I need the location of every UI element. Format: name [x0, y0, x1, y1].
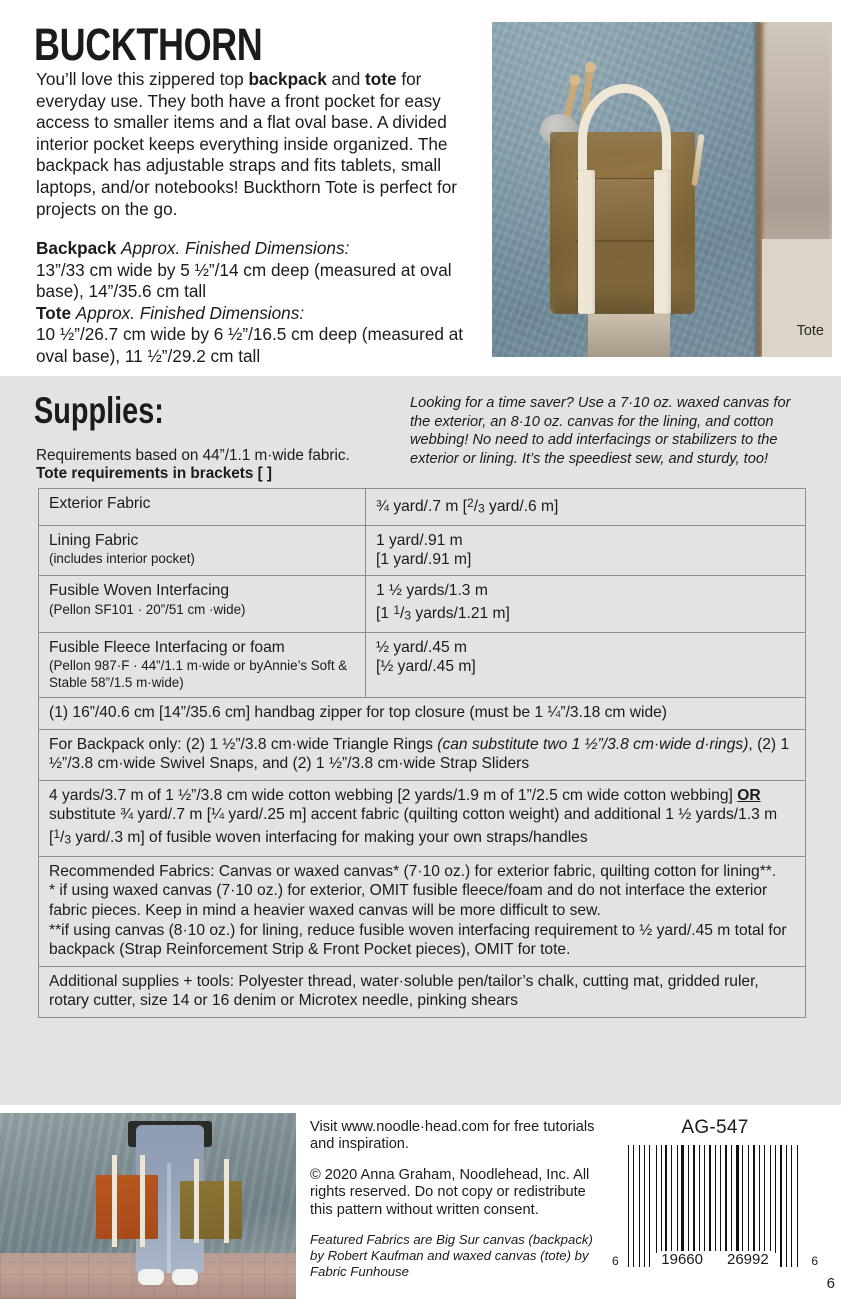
- barcode-bar: [791, 1145, 792, 1267]
- barcode-bar: [631, 1145, 632, 1267]
- top-section: [0, 0, 841, 376]
- barcode-bars: [628, 1145, 802, 1267]
- barcode-bar: [733, 1145, 734, 1267]
- tote-strap-left: [194, 1159, 199, 1243]
- barcode-bar: [753, 1145, 754, 1253]
- backpack-label: Backpack: [36, 238, 117, 258]
- barcode-bar: [665, 1145, 667, 1253]
- barcode-bar: [701, 1145, 702, 1267]
- photo-caption: Tote: [796, 323, 824, 339]
- photo-caption-background: [762, 239, 832, 357]
- table-row: [39, 967, 805, 1017]
- barcode-bar: [725, 1145, 727, 1253]
- barcode-left-digit: 6: [612, 1254, 619, 1268]
- supply-note-cell: (1) 16”/40.6 cm [14”/35.6 cm] handbag zipper for top closure (must be 1 ¼”/3.18 cm wide): [49, 703, 667, 721]
- page-title: BUCKTHORN: [34, 19, 263, 70]
- supply-name-cell: Exterior Fabric: [39, 489, 366, 525]
- barcode-bar: [693, 1145, 695, 1253]
- barcode-bar: [704, 1145, 705, 1253]
- barcode-group-2: 26992: [727, 1251, 769, 1268]
- table-row: [39, 489, 805, 526]
- intro-paragraph: [36, 69, 476, 220]
- barcode-bar: [772, 1145, 773, 1267]
- supplies-table: [38, 488, 806, 1018]
- barcode-bar: [639, 1145, 640, 1267]
- barcode-bar: [797, 1145, 798, 1267]
- barcode-bar: [764, 1145, 765, 1253]
- supply-note-cell: Additional supplies + tools: Polyester thread, water·soluble pen/tailor’s chalk, cutting mat, gridded ruler, rotary cutter, size 14 or 16 denim or Microtex needle, pinking shears: [49, 972, 759, 1010]
- model-shoe-left: [138, 1269, 164, 1285]
- barcode-bar: [688, 1145, 689, 1253]
- tote-strap-left: [578, 170, 595, 314]
- table-row: [39, 576, 805, 632]
- barcode-bar: [766, 1145, 769, 1267]
- table-row: [39, 730, 805, 781]
- tote-product-photo: [492, 22, 832, 357]
- table-row: [39, 698, 805, 730]
- backpack-strap-left: [112, 1155, 117, 1247]
- barcode-bar: [663, 1145, 664, 1267]
- barcode-bar: [723, 1145, 724, 1267]
- barcode-bar: [697, 1145, 698, 1267]
- table-row: [39, 857, 805, 967]
- intro-bold-term: backpack: [248, 69, 327, 89]
- table-row: [39, 633, 805, 698]
- supply-amount-cell: 1 ½ yards/1.3 m [1 $^1$/3 yards/1.21 m]: [376, 582, 510, 623]
- barcode-digits: [610, 1251, 820, 1268]
- supply-note-cell: Recommended Fabrics: Canvas or waxed canvas* (7·10 oz.) for exterior fabric, quilting cotton for lining**. * if using waxed canvas (7·10 oz.) for exterior, OMIT fusible fleece/foam and do not interface the exterior fabric pieces. Keep in mind a heavier waxed canvas will be more difficult to sew. **if using canvas (8·10 oz.) for lining, reduce fusible woven interfacing requirement to ½ yard/.45 m total for backpack (Strap Reinforcement Strip & Front Pocket pieces), OMIT for tote.: [49, 862, 787, 959]
- barcode-bar: [794, 1145, 796, 1267]
- backpack-strap-right: [140, 1155, 145, 1247]
- backpack-caption: Approx. Finished Dimensions:: [121, 238, 350, 258]
- barcode-bar: [649, 1145, 650, 1267]
- barcode-bar: [761, 1145, 762, 1267]
- barcode-group-1: 19660: [661, 1251, 703, 1268]
- supplies-heading: Supplies:: [34, 390, 164, 431]
- barcode-bar: [633, 1145, 634, 1267]
- barcode-bar: [677, 1145, 678, 1253]
- model-shoe-right: [172, 1269, 198, 1285]
- barcode-right-digit: 6: [811, 1254, 818, 1268]
- backpack-rust: [96, 1175, 158, 1239]
- barcode-bar: [786, 1145, 787, 1267]
- barcode-bar: [658, 1145, 659, 1267]
- barcode-bar: [778, 1145, 779, 1267]
- barcode-bar: [679, 1145, 680, 1267]
- barcode-bar: [661, 1145, 662, 1253]
- table-row: [39, 526, 805, 577]
- barcode-bar: [799, 1145, 800, 1267]
- barcode-bar: [651, 1145, 654, 1267]
- lifestyle-photo: [0, 1113, 296, 1299]
- barcode-bar: [759, 1145, 760, 1253]
- barcode-bar: [745, 1145, 746, 1267]
- barcode-bar: [717, 1145, 718, 1267]
- supply-name-cell: Fusible Woven Interfacing (Pellon SF101 · 20”/51 cm ·wide): [39, 576, 366, 631]
- barcode-bar: [681, 1145, 684, 1253]
- barcode-bar: [788, 1145, 789, 1267]
- barcode-bar: [740, 1145, 741, 1267]
- tote-olive: [180, 1181, 242, 1239]
- supply-name-detail: (includes interior pocket): [49, 551, 195, 567]
- intro-text: and: [326, 69, 366, 89]
- tote-strap-right: [654, 170, 671, 314]
- supply-note-cell: 4 yards/3.7 m of 1 ½”/3.8 cm wide cotton webbing [2 yards/1.9 m of 1”/2.5 cm wide cotton webbing] OR substitute ¾ yard/.7 m [¼ yard/.25 m] accent fabric (quilting cotton weight) and additional 1 ½ yards/1.3 m [$^1$/3 yard/.3 m] of fusible woven interfacing for making your own straps/handles: [49, 786, 778, 847]
- tote-caption: Approx. Finished Dimensions:: [75, 302, 305, 323]
- visit-website-line: Visit www.noodle·head.com for free tutorials and inspiration.: [310, 1119, 595, 1153]
- time-saver-tip: Looking for a time saver? Use a 7·10 oz. waxed canvas for the exterior, an 8·10 oz. canvas for the lining, and cotton webbing! No need to add interfacings or stabilizers to the exterior or lining. It’s the speediest sew, and sturdy, too!: [410, 395, 791, 467]
- product-code: AG-547: [681, 1117, 749, 1138]
- barcode-bar: [720, 1145, 721, 1253]
- backpack-value: 13”/33 cm wide by 5 ½”/14 cm deep (measured at oval base), 14”/35.6 cm tall: [36, 259, 452, 302]
- barcode-bar: [713, 1145, 714, 1267]
- barcode-bar: [756, 1145, 757, 1267]
- barcode-bar: [783, 1145, 784, 1267]
- supply-name-cell: Lining Fabric (includes interior pocket): [39, 526, 366, 576]
- barcode-block: [610, 1117, 820, 1267]
- barcode-bar: [731, 1145, 732, 1253]
- intro-bold-term: tote: [365, 69, 397, 89]
- barcode-bar: [770, 1145, 771, 1253]
- supply-amount-cell: ¾ yard/.7 m [$^2$/3 yard/.6 m]: [376, 496, 559, 516]
- barcode-bar: [669, 1145, 670, 1267]
- tote-strap-right: [224, 1159, 229, 1243]
- table-row: [39, 781, 805, 857]
- barcode-bar: [780, 1145, 782, 1267]
- barcode-bar: [671, 1145, 672, 1253]
- supply-name-cell: Fusible Fleece Interfacing or foam (Pellon 987·F · 44”/1.1 m·wide or byAnnie’s Soft & Stable 58”/1.5 m·wide): [39, 633, 366, 697]
- barcode-bar: [699, 1145, 700, 1253]
- barcode-bar: [646, 1145, 647, 1267]
- barcode-bar: [635, 1145, 637, 1267]
- brackets-note: Tote requirements in brackets [ ]: [36, 465, 273, 482]
- barcode-bar: [729, 1145, 730, 1267]
- barcode-bar: [750, 1145, 752, 1267]
- barcode-bar: [742, 1145, 743, 1253]
- footer-section: [0, 1105, 841, 1300]
- supply-name-detail: (Pellon 987·F · 44”/1.1 m·wide or byAnnie’s Soft & Stable 58”/1.5 m·wide): [49, 657, 348, 690]
- fabric-credit-line: Featured Fabrics are Big Sur canvas (backpack) by Robert Kaufman and waxed canvas (tote) by Fabric Funhouse: [310, 1232, 593, 1280]
- supply-name-detail: (Pellon SF101 · 20”/51 cm ·wide): [49, 601, 246, 617]
- barcode-bar: [736, 1145, 739, 1253]
- tote-value: 10 ½”/26.7 cm wide by 6 ½”/16.5 cm deep (measured at oval base), 11 ½”/29.2 cm tall: [36, 324, 464, 366]
- barcode-bar: [709, 1145, 711, 1253]
- finished-dimensions: [36, 238, 486, 368]
- tote-label: Tote: [36, 302, 72, 323]
- footer-text-block: [310, 1119, 600, 1281]
- intro-text: You’ll love this zippered top: [36, 69, 249, 89]
- copyright-line: © 2020 Anna Graham, Noodlehead, Inc. All rights reserved. Do not copy or redistribute this pattern without written consent.: [310, 1166, 590, 1218]
- page-number: 6: [826, 1275, 835, 1292]
- barcode-bar: [775, 1145, 776, 1253]
- supply-amount-cell: 1 yard/.91 m [1 yard/.91 m]: [376, 531, 472, 569]
- barcode-bar: [641, 1145, 642, 1267]
- stone-pedestal: [588, 310, 670, 357]
- barcode-bar: [686, 1145, 687, 1267]
- barcode-bar: [656, 1145, 657, 1253]
- intro-text: for everyday use. They both have a front pocket for easy access to smaller items and a flat oval base. A divided interior pocket keeps everything inside organized. The backpack has adjustable straps and fits tablets, small laptops, and/or notebooks! Buckthorn Tote is perfect for projects on the go.: [36, 69, 458, 219]
- barcode-bar: [706, 1145, 707, 1267]
- barcode-middle-digits: [658, 1251, 771, 1268]
- barcode-bar: [748, 1145, 749, 1253]
- supply-note-cell: For Backpack only: (2) 1 ½”/3.8 cm·wide Triangle Rings (can substitute two 1 ½”/3.8 cm·wide d·rings), (2) 1 ½”/3.8 cm·wide Swivel Snaps, and (2) 1 ½”/3.8 cm·wide Strap Sliders: [49, 735, 790, 773]
- barcode-bar: [691, 1145, 692, 1267]
- barcode-bar: [674, 1145, 675, 1267]
- requirements-note: Requirements based on 44”/1.1 m·wide fabric.: [36, 447, 350, 464]
- supply-amount-cell: ½ yard/.45 m [½ yard/.45 m]: [376, 638, 476, 675]
- backpack-dimensions: [36, 238, 486, 303]
- supplies-panel: [0, 376, 841, 1105]
- tote-dimensions: [36, 303, 486, 368]
- barcode-bar: [644, 1145, 645, 1267]
- barcode-bar: [628, 1145, 629, 1267]
- barcode-bar: [715, 1145, 716, 1253]
